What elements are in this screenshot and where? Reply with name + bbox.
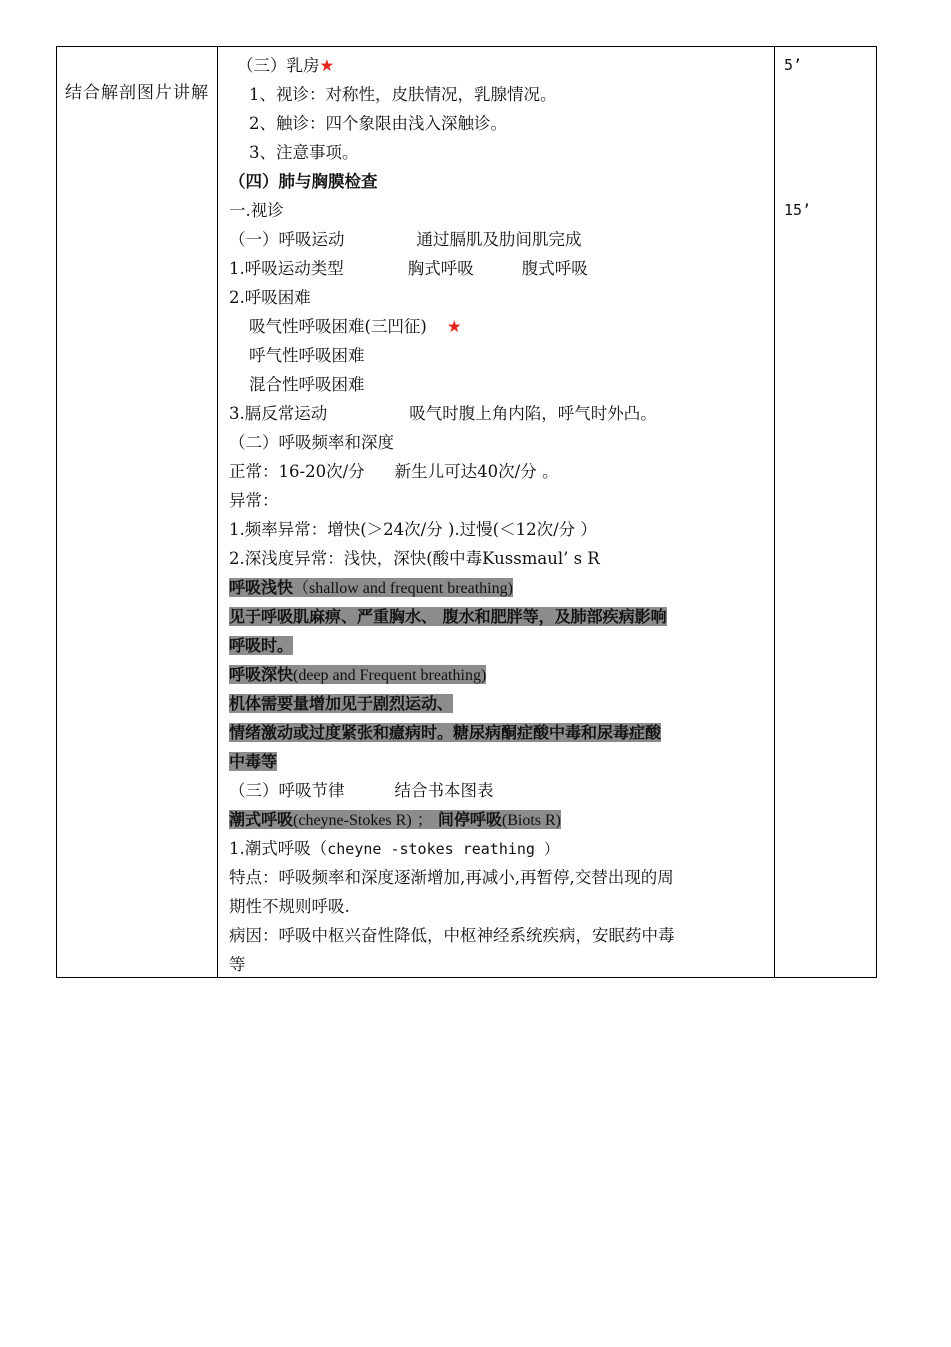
rate-depth-heading: （二）呼吸频率和深度 xyxy=(229,433,394,452)
deep-title xyxy=(229,660,759,689)
depth-abnormal: 2.深浅度异常：浅快，深快(酸中毒Kussmaul’ s R xyxy=(229,549,600,568)
motion-types-label: 1.呼吸运动类型 xyxy=(229,259,344,278)
cheyne-title-line xyxy=(229,834,759,863)
shallow-title-highlight xyxy=(229,578,513,597)
column-divider-2 xyxy=(774,47,775,977)
shallow-desc-1: 见于呼吸肌麻痹、严重胸水、 腹水和肥胖等，及肺部疾病影响 xyxy=(229,607,667,626)
cheyne-title-en: cheyne -stokes reathing ） xyxy=(327,840,559,858)
motion-types-line xyxy=(229,254,759,283)
teaching-method-cell: 结合解剖图片讲解 xyxy=(65,83,209,103)
breath-motion-note: 通过膈肌及肋间肌完成 xyxy=(416,230,582,249)
shallow-title-en: （shallow and frequent breathing) xyxy=(293,580,513,597)
cheyne-feature-2: 期性不规则呼吸. xyxy=(229,897,350,916)
breath-motion-title: （一）呼吸运动 xyxy=(229,230,345,249)
paradoxical-note: 吸气时腹上角内陷，呼气时外凸。 xyxy=(409,404,657,423)
paradoxical-line xyxy=(229,399,759,428)
deep-desc-1: 机体需要量增加见于剧烈运动、 xyxy=(229,694,454,713)
cheyne-title-cn: 1.潮式呼吸（ xyxy=(229,839,328,858)
newborn-rate: 新生儿可达40次/分 。 xyxy=(394,462,559,481)
deep-desc-2-line xyxy=(229,718,759,747)
normal-rate-line xyxy=(229,457,759,486)
star-icon: ★ xyxy=(446,317,462,336)
rhythm-heading xyxy=(229,776,759,805)
dyspnea-mixed: 混合性呼吸困难 xyxy=(249,375,365,394)
rhythm-type-2-en: (Biots R) xyxy=(501,812,561,829)
rhythm-note: 结合书本图表 xyxy=(394,781,494,800)
abnormal-heading: 异常： xyxy=(229,491,279,510)
dyspnea-inspiratory: 吸气性呼吸困难(三凹征) xyxy=(249,317,427,336)
column-divider-1 xyxy=(217,47,218,977)
shallow-title xyxy=(229,573,759,602)
rhythm-type-2-cn: 间停呼吸 xyxy=(437,810,502,829)
time-allotment-2: 15’ xyxy=(784,201,812,219)
breast-title: （三）乳房 xyxy=(237,56,320,75)
deep-desc-3-line xyxy=(229,747,759,776)
dyspnea-heading: 2.呼吸困难 xyxy=(229,288,311,307)
shallow-desc-1-line xyxy=(229,602,759,631)
lung-section-title: （四）肺与胸膜检查 xyxy=(229,172,378,191)
deep-desc-2: 情绪激动或过度紧张和癔病时。糖尿病酮症酸中毒和尿毒症酸 xyxy=(229,723,662,742)
cheyne-cause-1: 病因：呼吸中枢兴奋性降低，中枢神经系统疾病，安眠药中毒 xyxy=(229,926,675,945)
rhythm-type-1-en: (cheyne-Stokes R) xyxy=(293,812,412,829)
deep-desc-1-line xyxy=(229,689,759,718)
motion-type-chest: 胸式呼吸 xyxy=(407,259,474,278)
inspection-heading: 一.视诊 xyxy=(229,201,284,220)
content-cell xyxy=(229,51,759,979)
motion-type-abdominal: 腹式呼吸 xyxy=(521,259,588,278)
cheyne-feature-1: 特点：呼吸频率和深度逐渐增加,再减小,再暂停,交替出现的周 xyxy=(229,868,674,887)
dyspnea-inspiratory-line xyxy=(229,312,759,341)
rate-abnormal: 1.频率异常：增快(＞24次/分 ).过慢(＜12次/分 ） xyxy=(229,520,597,539)
dyspnea-expiratory: 呼气性呼吸困难 xyxy=(249,346,365,365)
breath-motion-heading xyxy=(229,225,759,254)
normal-rate: 正常：16-20次/分 xyxy=(229,462,365,481)
star-icon: ★ xyxy=(319,56,335,75)
rhythm-types-highlight xyxy=(229,810,561,829)
time-allotment-1: 5’ xyxy=(784,56,803,74)
shallow-title-cn: 呼吸浅快 xyxy=(229,578,294,597)
deep-title-highlight xyxy=(229,665,486,684)
deep-title-en: (deep and Frequent breathing) xyxy=(293,667,487,684)
cheyne-cause-2: 等 xyxy=(229,955,246,974)
shallow-desc-2: 呼吸时。 xyxy=(229,636,294,655)
deep-title-cn: 呼吸深快 xyxy=(229,665,294,684)
rhythm-type-1-cn: 潮式呼吸 xyxy=(229,810,294,829)
breast-heading xyxy=(229,51,759,80)
breast-item-1: 1、视诊：对称性，皮肤情况，乳腺情况。 xyxy=(249,85,557,104)
rhythm-title: （三）呼吸节律 xyxy=(229,781,345,800)
paradoxical-label: 3.膈反常运动 xyxy=(229,404,328,423)
deep-desc-3: 中毒等 xyxy=(229,752,278,771)
rhythm-types-line xyxy=(229,805,759,834)
breast-item-3: 3、注意事项。 xyxy=(249,143,359,162)
lesson-plan-table xyxy=(56,46,877,978)
shallow-desc-2-line xyxy=(229,631,759,660)
rhythm-types-separator: ； xyxy=(416,810,433,829)
breast-item-2: 2、触诊：四个象限由浅入深触诊。 xyxy=(249,114,507,133)
